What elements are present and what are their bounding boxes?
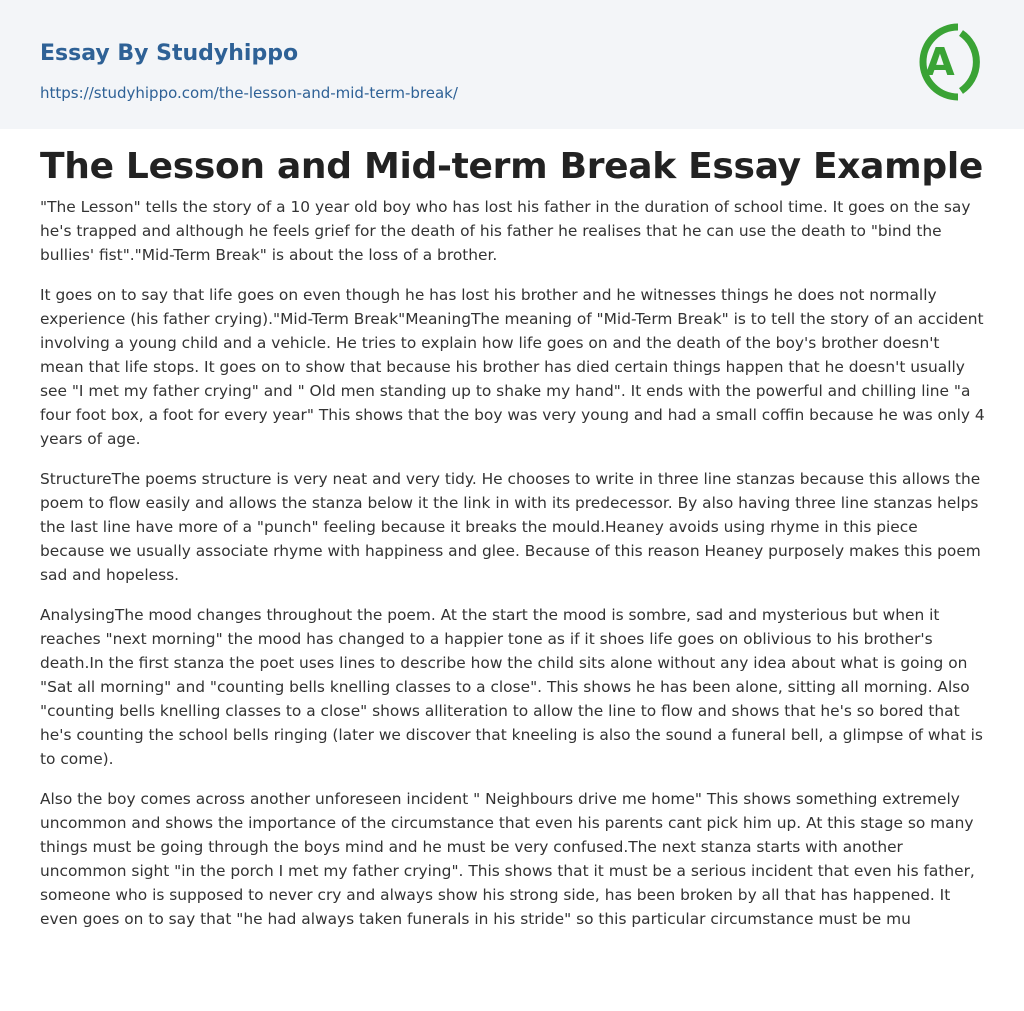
- site-title[interactable]: Essay By Studyhippo: [40, 41, 299, 66]
- article-title: The Lesson and Mid-term Break Essay Example: [40, 146, 984, 187]
- article-paragraph: It goes on to say that life goes on even though he has lost his brother and he witnesses things he does not normally experience (his father crying)."Mid-Term Break"MeaningThe meaning of "Mid-Term Break" is to tell the story of an accident involving a young child and a vehicle. He tries to explain how life goes on and the death of the boy's brother doesn't mean that life stops. It goes on to show that because his brother has died certain things happen that he doesn't usually see "I met my father crying" and " Old men standing up to shake my hand". It ends with the powerful and chilling line "a four foot box, a foot for every year" This shows that the boy was very young and had a small coffin because he was only 4 years of age.: [40, 286, 985, 448]
- article-paragraph: Also the boy comes across another unforeseen incident " Neighbours drive me home" This shows something extremely uncommon and shows the importance of the circumstance that even his parents cant pick him up. At this stage so many things must be going through the boys mind and he must be very confused.The next stanza starts with another uncommon sight "in the porch I met my father crying". This shows that it must be a serious incident that even his father, someone who is supposed to never cry and always show his strong side, has been broken by all that has happened. It even goes on to say that "he had always taken funerals in his stride" so this particular circumstance must be mu: [40, 790, 975, 928]
- logo-letter: A: [925, 40, 955, 84]
- article-paragraph: StructureThe poems structure is very neat and very tidy. He chooses to write in three line stanzas because this allows the poem to flow easily and allows the stanza below it the link in with its predecessor. By also having three line stanzas helps the last line have more of a "punch" feeling because it breaks the mould.Heaney avoids using rhyme in this piece because we usually associate rhyme with happiness and glee. Because of this reason Heaney purposely makes this poem sad and hopeless.: [40, 470, 981, 584]
- article-paragraph: AnalysingThe mood changes throughout the poem. At the start the mood is sombre, sad and mysterious but when it reaches "next morning" the mood has changed to a happier tone as if it shoes life goes on oblivious to his brother's death.In the first stanza the poet uses lines to describe how the child sits alone without any idea about what is going on "Sat all morning" and "counting bells knelling classes to a close". This shows he has been alone, sitting all morning. Also "counting bells knelling classes to a close" shows alliteration to allow the line to flow and shows that he's so bored that he's counting the school bells ringing (later we discover that kneeling is also the sound a funeral bell, a glimpse of what is to come).: [40, 606, 983, 768]
- studyhippo-logo[interactable]: [913, 19, 987, 105]
- article-url-link[interactable]: https://studyhippo.com/the-lesson-and-mid-term-break/: [40, 84, 458, 102]
- article-body: [40, 143, 985, 947]
- site-header: [0, 0, 1024, 129]
- article-paragraph: "The Lesson" tells the story of a 10 year old boy who has lost his father in the duration of school time. It goes on the say he's trapped and although he feels grief for the death of his father he realises that he can use the death to "bind the bullies' fist"."Mid-Term Break" is about the loss of a brother.: [40, 198, 971, 264]
